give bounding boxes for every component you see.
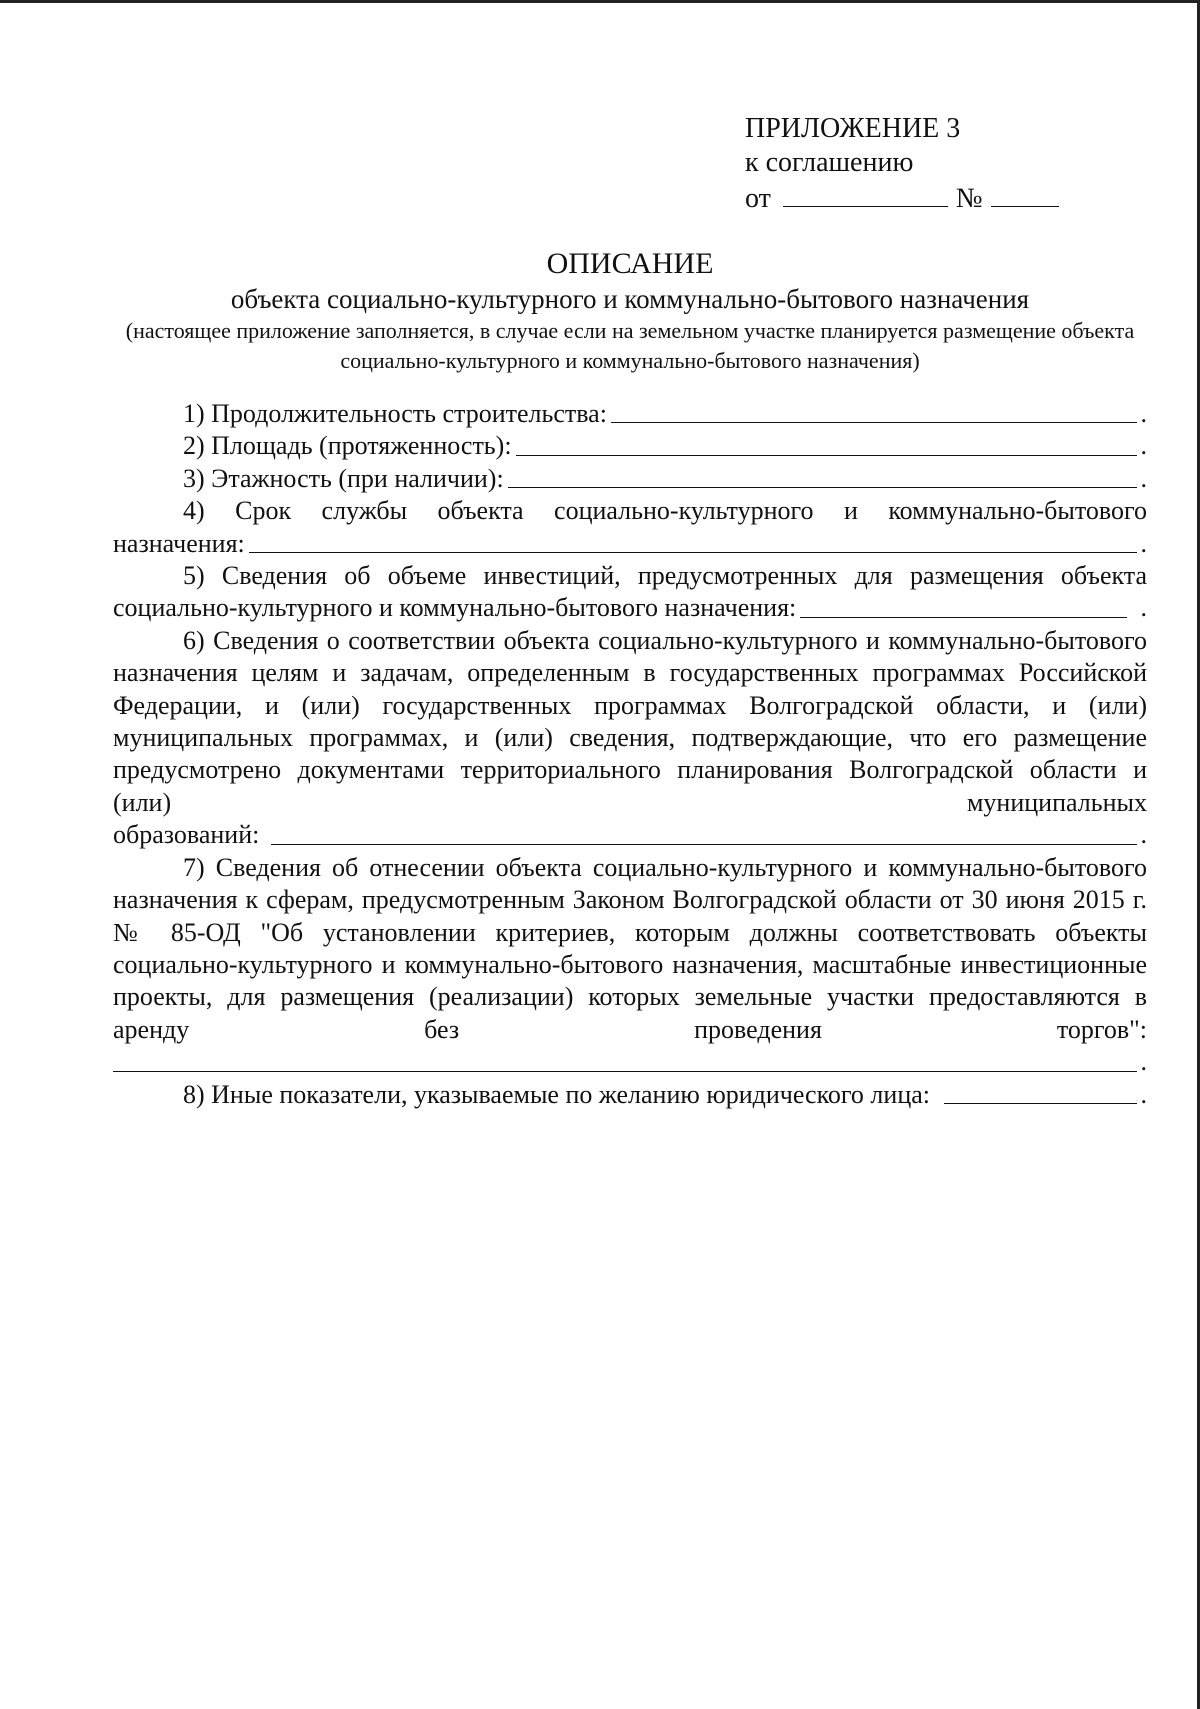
- item-5-tail: [113, 592, 1147, 624]
- item-3-label: 3) Этажность (при наличии):: [183, 463, 504, 493]
- item-5-tail-label: социально-культурного и коммунально-бытового назначения:: [113, 593, 797, 623]
- item-8-fill-line[interactable]: [944, 1079, 1137, 1104]
- item-2-end: .: [1140, 431, 1147, 461]
- document-title: ОПИСАНИЕ: [546, 247, 714, 280]
- item-6-text: 6) Сведения о соответствии объекта социально-культурного и коммунально-бытового назначения целям и задачам, определенным в государственных программах Российской Федерации, и (или) государственных программах Волгоградской области, и (или) муниципальных программах, и (или) сведения, подтверждающие, что его размещение предусмотрено документами территориального планирования Волгоградской области и (или) муниципальных: [113, 625, 1147, 817]
- item-7-text: 7) Сведения об отнесении объекта социально-культурного и коммунально-бытового назначения к сферам, предусмотренным Законом Волгоградской области от 30 июня 2015 г. № 85-ОД "Об установлении критериев, которым должны соответствовать объекты социально-культурного и коммунально-бытового назначения, масштабные инвестиционные проекты, для размещения (реализации) которых земельные участки предоставляются в аренду без проведения торгов":: [113, 852, 1147, 1044]
- item-6-fill-line[interactable]: [271, 820, 1136, 845]
- item-6-tail: [113, 819, 1147, 851]
- item-4-fill-line[interactable]: [249, 528, 1137, 553]
- item-6-end: .: [1140, 820, 1147, 850]
- annex-header: [745, 112, 1059, 214]
- item-3-fill-line[interactable]: [508, 463, 1137, 488]
- item-8-end: .: [1140, 1079, 1147, 1109]
- item-2-fill-line[interactable]: [516, 431, 1137, 456]
- scan-edge-top: [0, 0, 1200, 3]
- item-3: [113, 463, 1147, 495]
- agreement-date-number-line: [745, 180, 1059, 214]
- item-1-end: .: [1140, 399, 1147, 428]
- item-7-tail: [113, 1046, 1147, 1078]
- item-2: [113, 430, 1147, 462]
- item-2-label: 2) Площадь (протяженность):: [183, 431, 512, 461]
- from-label: от: [745, 183, 771, 214]
- item-1: [113, 398, 1147, 430]
- item-7-end: .: [1140, 1047, 1147, 1077]
- number-label: №: [955, 183, 983, 214]
- document-subtitle: объекта социально-культурного и коммунально-бытового назначения: [230, 284, 1030, 314]
- annex-label: ПРИЛОЖЕНИЕ 3: [745, 113, 961, 144]
- agreement-date-blank[interactable]: [783, 180, 948, 207]
- item-7-fill-line[interactable]: [113, 1047, 1137, 1072]
- item-4-tail: [113, 528, 1147, 560]
- document-note: (настоящее приложение заполняется, в случае если на земельном участке планируется размещение объекта социально-культурного и коммунально-бытового назначения): [125, 318, 1135, 373]
- item-8: [113, 1079, 1147, 1111]
- item-1-label: 1) Продолжительность строительства:: [183, 399, 607, 428]
- item-5-fill-line[interactable]: [800, 593, 1126, 618]
- item-5-text: 5) Сведения об объеме инвестиций, предусмотренных для размещения объекта: [183, 561, 1147, 591]
- to-agreement-label: к соглашению: [745, 147, 914, 178]
- agreement-number-blank[interactable]: [991, 180, 1059, 207]
- item-4-tail-label: назначения:: [113, 528, 245, 558]
- item-4-text: 4) Срок службы объекта социально-культурного и коммунально-бытового: [183, 496, 1147, 526]
- document-body: [113, 398, 1147, 1111]
- item-5-end: .: [1140, 593, 1147, 623]
- item-1-fill-line[interactable]: [611, 398, 1137, 423]
- item-3-end: .: [1140, 463, 1147, 493]
- title-block: [110, 246, 1150, 376]
- item-8-label: 8) Иные показатели, указываемые по желанию юридического лица:: [183, 1079, 930, 1109]
- item-4-end: .: [1140, 528, 1147, 558]
- item-6-tail-label: образований:: [113, 820, 260, 850]
